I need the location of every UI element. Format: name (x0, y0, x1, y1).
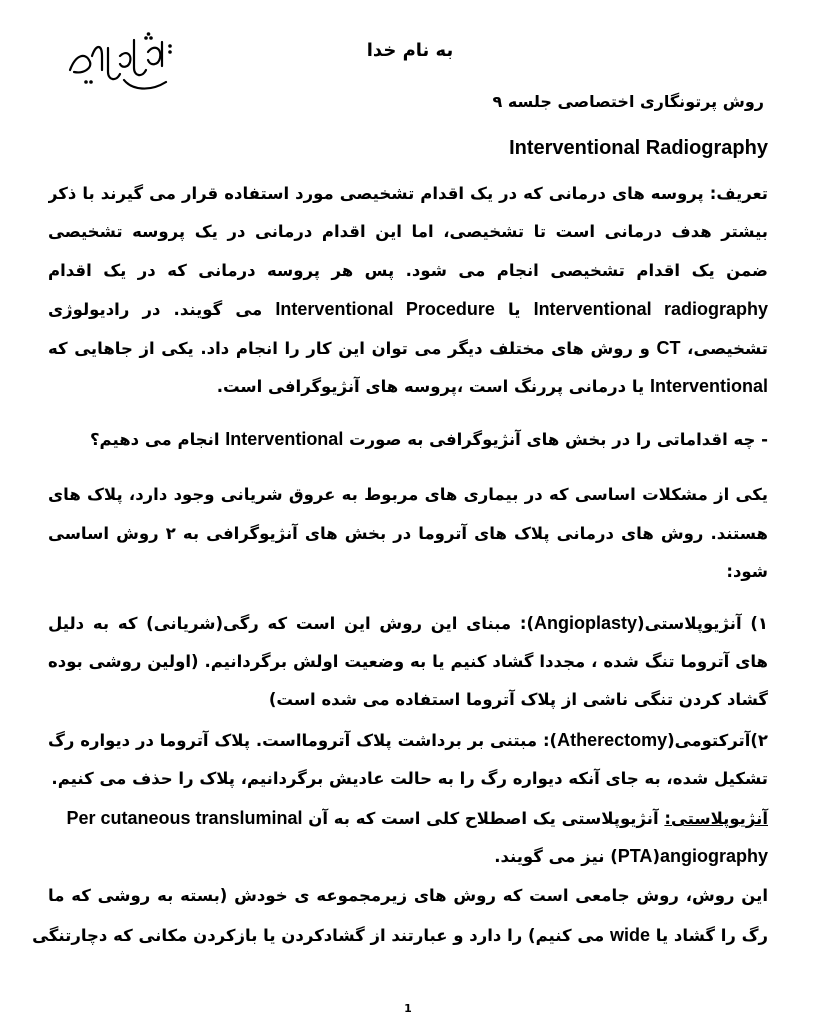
term-interventional: Interventional (649, 376, 768, 396)
definition-line-2: بیشتر هدف درمانی است تا تشخیصی، اما این اقدام درمانی در یک پروسه تشخیصی (48, 222, 768, 241)
intro-line-3: شود: (726, 562, 768, 581)
pta-line-2-end: ) نیز می گویند. (494, 847, 618, 866)
pta-line-2 (494, 843, 768, 869)
atherectomy-label: ۲)آترکتومی( (667, 731, 768, 750)
definition-line-4 (48, 296, 768, 322)
atherectomy-line-2: تشکیل شده، به جای آنکه دیواره رگ را به حالت عادیش برگردانیم، پلاک را حذف می کنیم. (51, 769, 768, 788)
term-wide: wide (610, 925, 651, 945)
definition-line-1: تعریف: پروسه های درمانی که در یک اقدام تشخیصی مورد استفاده قرار می گیرند با ذکر (48, 184, 768, 203)
definition-line-3: ضمن یک اقدام تشخیصی انجام می شود. پس هر پروسه درمانی که در یک اقدام (48, 261, 768, 280)
english-title: Interventional Radiography (509, 137, 768, 159)
angioplasty-line-3: گشاد کردن تنگی ناشی از پلاک آتروما استفاده می شده است) (268, 690, 768, 709)
definition-line-5 (48, 335, 768, 361)
term-atherectomy: Atherectomy (557, 730, 668, 750)
definition-line-4-or: یا (508, 300, 521, 319)
bismillah-heading: به نام خدا (366, 40, 454, 61)
term-percutaneous-transluminal: Per cutaneous transluminal (66, 808, 303, 828)
term-ct: CT (656, 338, 681, 358)
term-interventional-radiography: Interventional radiography (533, 299, 768, 319)
angioplasty-line-1 (48, 610, 768, 636)
question-end: انجام می دهیم؟ (89, 430, 220, 449)
question-line (90, 426, 768, 452)
method-line-2-end: می کنیم) را دارد و عبارتند از گشادکردن یا بازکردن مکانی که دچارتنگی (32, 926, 605, 945)
definition-line-4-end: می گویند. در رادیولوژی (48, 300, 263, 319)
atherectomy-line-1 (48, 727, 768, 753)
page-number: 1 (404, 1002, 412, 1015)
term-interventional-procedure: Interventional Procedure (275, 299, 495, 319)
definition-line-6 (217, 373, 768, 399)
pta-underlined-label: آنژیوپلاستی: (664, 809, 768, 828)
question-term: Interventional (225, 429, 344, 449)
definition-line-5-start: تشخیصی، (687, 339, 768, 358)
definition-line-6-end: یا درمانی پررنگ است ،پروسه های آنژیوگرافی است. (216, 377, 645, 396)
session-subtitle: روش پرتونگاری اختصاصی جلسه ۹ (492, 92, 764, 111)
intro-line-2: هستند. روش های درمانی پلاک های آتروما در بخش های آنژیوگرافی به ۲ روش اساسی (48, 524, 768, 543)
angioplasty-line-1-end: ): مبنای این روش این است که رگی(شریانی) که به دلیل (48, 614, 535, 633)
radiology-logo (62, 26, 180, 98)
intro-line-1: یکی از مشکلات اساسی که در بیماری های مربوط به عروق شریانی وجود دارد، پلاک های (48, 485, 768, 504)
angioplasty-label: ۱) آنژیوپلاستی( (637, 614, 768, 633)
term-angioplasty: Angioplasty (534, 613, 638, 633)
pta-open-paren: ( (652, 847, 660, 866)
method-line-2 (32, 922, 768, 948)
definition-line-5-end: و روش های مختلف دیگر می توان این کار را انجام داد. یکی از جاهایی که (48, 339, 650, 358)
term-pta: PTA (617, 846, 653, 866)
angioplasty-line-2: های آتروما تنگ شده ، مجددا گشاد کنیم یا به وضعیت اولش برگردانیم. (اولین روشی بوده (48, 652, 768, 671)
pta-line-1 (66, 805, 768, 831)
term-angiography: angiography (659, 846, 768, 866)
method-line-1: این روش، روش جامعی است که روش های زیرمجموعه ی خودش (بسته به روشی که ما (48, 886, 768, 905)
question-start: - چه اقداماتی را در بخش های آنژیوگرافی به صورت (349, 430, 768, 449)
pta-line-1-mid: آنژیوپلاستی یک اصطلاح کلی است که به آن (308, 809, 659, 828)
atherectomy-line-1-end: ): مبتنی بر برداشت پلاک آترومااست. پلاک آتروما در دیواره رگ (48, 731, 558, 750)
method-line-2-start: رگ را گشاد یا (655, 926, 768, 945)
